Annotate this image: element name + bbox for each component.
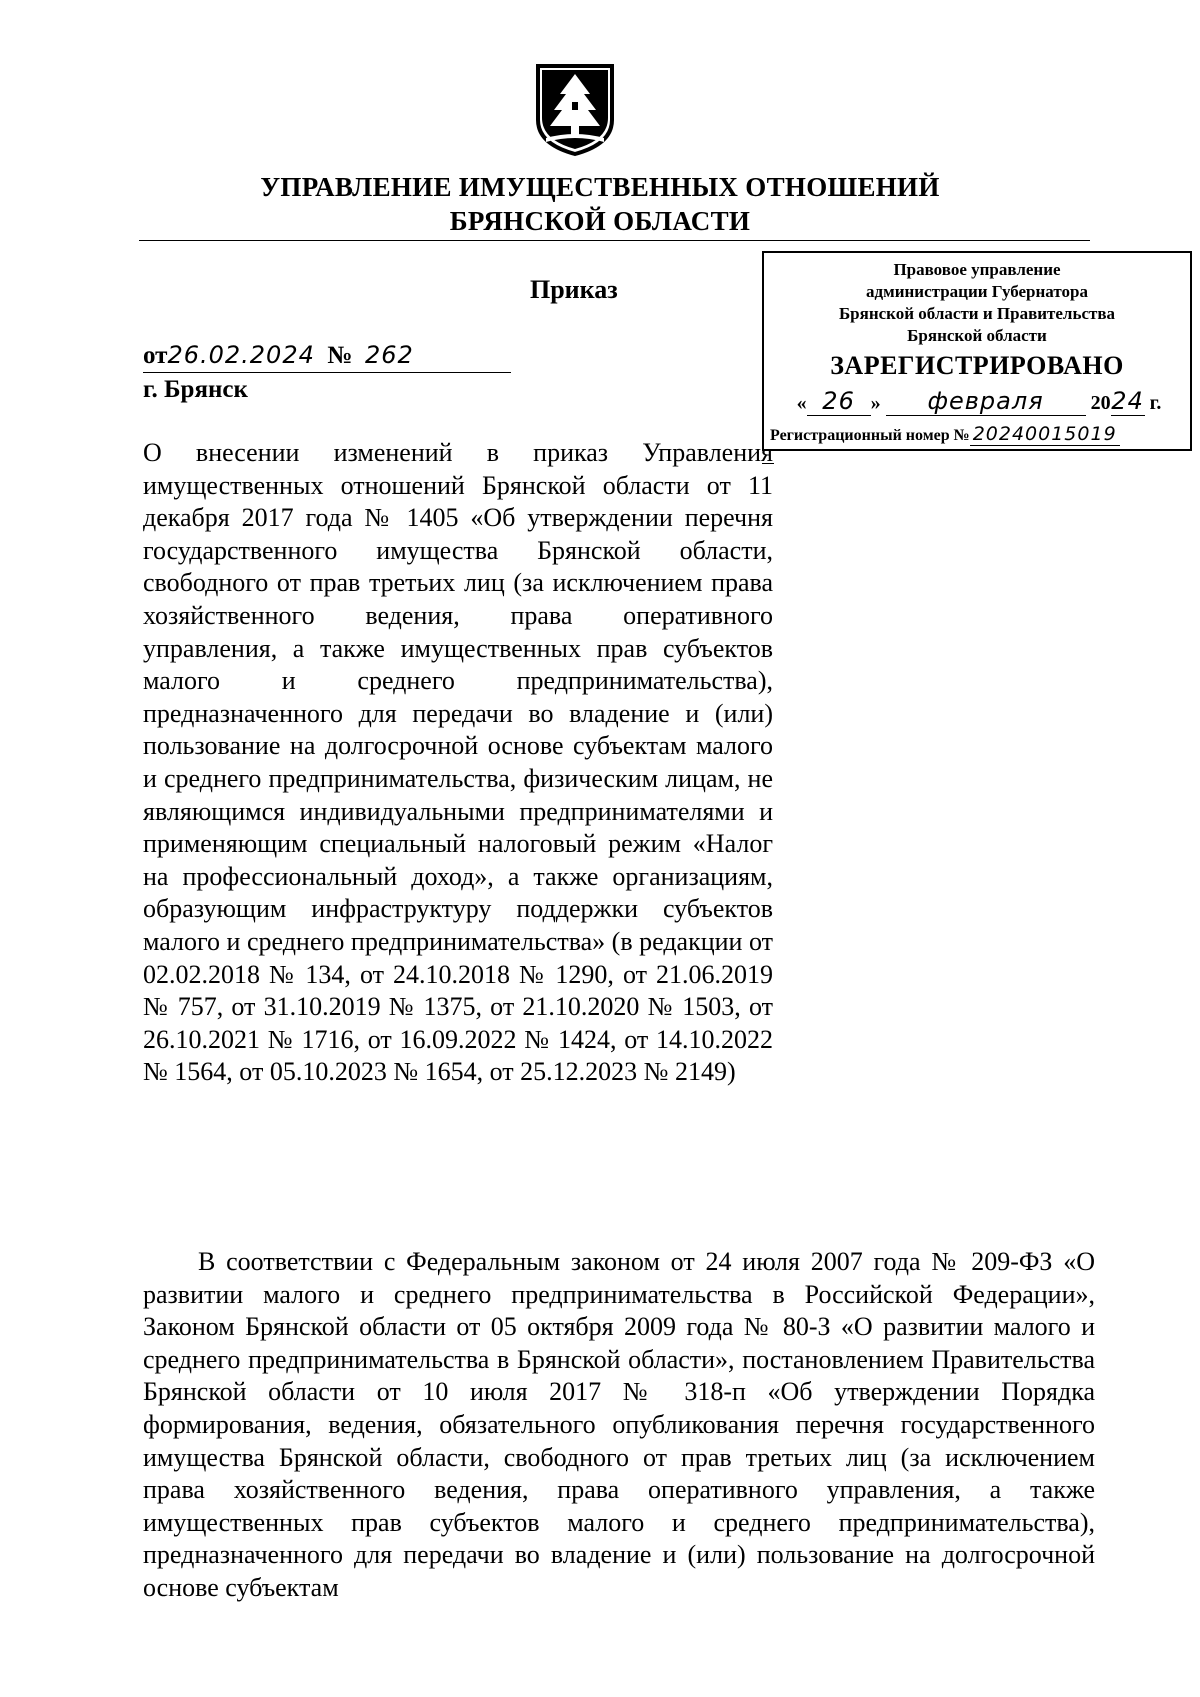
document-body: В соответствии с Федеральным законом от 24 июля 2007 года № 209-ФЗ «О развитии малого и среднего предпринимательства в Российской Федерации», Законом Брянской области от 05 октября 2009 года № 80-З «О развитии малого и среднего предпринимательства в Брянской области», постановлением Правительства Брянской области от 10 июля 2017 № 318-п «Об утверждении Порядка формирования, ведения, обязательного опубликования перечня государственного имущества Брянской области, свободного от прав третьих лиц (за исключением права хозяйственного ведения, права оперативного управления, а также имущественных прав субъектов малого и среднего предпринимательства), предназначенного для передачи во владение и (или) пользование на долгосрочной основе субъектам bbox=[143, 1247, 1095, 1602]
stamp-reg-number: 20240015019 bbox=[970, 423, 1120, 446]
coat-of-arms-icon bbox=[532, 58, 618, 158]
header-divider bbox=[139, 240, 1090, 241]
stamp-reg-number-line bbox=[770, 423, 1120, 446]
registration-stamp bbox=[762, 251, 1192, 451]
document-subject: О внесении изменений в приказ Управления имущественных отношений Брянской области от 11 декабря 2017 года № 1405 «Об утверждении перечня государственного имущества Брянской области, свободного от прав третьих лиц (за исключением права хозяйственного ведения, права оперативного управления, а также имущественных прав субъектов малого и среднего предпринимательства), предназначенного для передачи во владение и (или) пользование на долгосрочной основе субъектам малого и среднего предпринимательства, физическим лицам, не являющимся индивидуальными предпринимателями и применяющим специальный налоговый режим «Налог на профессиональный доход», а также организациям, образующим инфраструктуру поддержки субъектов малого и среднего предпринимательства» (в редакции от 02.02.2018 № 134, от 24.10.2018 № 1290, от 21.06.2019 № 757, от 31.10.2019 № 1375, от 21.10.2020 № 1503, от 26.10.2021 № 1716, от 16.09.2022 № 1424, от 14.10.2022 № 1564, от 05.10.2023 № 1654, от 25.12.2023 № 2149) bbox=[143, 438, 773, 1087]
stamp-year-suffix: 24 bbox=[1111, 387, 1144, 415]
number-handwritten: 262 bbox=[365, 341, 414, 369]
org-name-line1: УПРАВЛЕНИЕ ИМУЩЕСТВЕННЫХ ОТНОШЕНИЙ bbox=[260, 172, 940, 202]
document-type: Приказ bbox=[530, 275, 618, 304]
stamp-date: « 26 » февраля 2024 г. bbox=[796, 387, 1162, 415]
city: г. Брянск bbox=[143, 376, 248, 403]
document-date-line bbox=[143, 341, 414, 370]
date-prefix: от bbox=[143, 342, 168, 369]
number-sign: № bbox=[327, 342, 353, 369]
stamp-reg-label: Регистрационный номер № bbox=[770, 427, 970, 444]
date-handwritten: 26.02.2024 bbox=[167, 341, 315, 369]
stamp-line1: Правовое управление bbox=[893, 260, 1061, 279]
stamp-line2: администрации Губернатора bbox=[866, 282, 1088, 301]
stamp-year-prefix: 20 bbox=[1090, 392, 1111, 414]
stamp-day: 26 bbox=[807, 387, 871, 416]
org-name-line2: БРЯНСКОЙ ОБЛАСТИ bbox=[449, 206, 751, 236]
stamp-month: февраля bbox=[886, 387, 1086, 416]
stamp-line4: Брянской области bbox=[907, 326, 1047, 345]
stamp-registered: ЗАРЕГИСТРИРОВАНО bbox=[830, 351, 1124, 380]
stamp-line3: Брянской области и Правительства bbox=[838, 304, 1116, 323]
stamp-year-mark: г. bbox=[1149, 392, 1162, 414]
date-underline bbox=[143, 372, 511, 373]
